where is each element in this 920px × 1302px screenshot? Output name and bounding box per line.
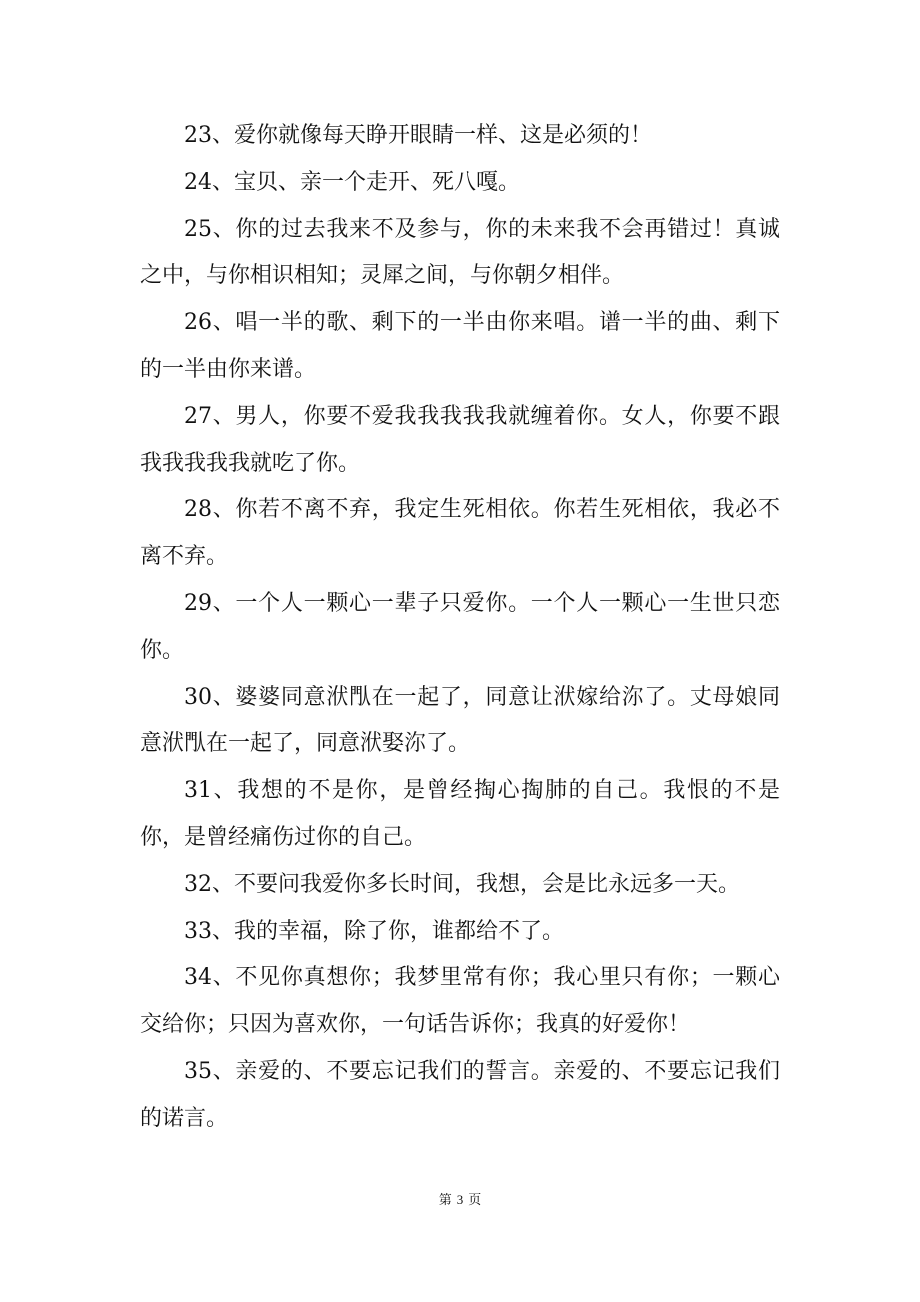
paragraph-34: 34、不见你真想你；我梦里常有你；我心里只有你；一颗心交给你；只因为喜欢你，一句话告诉你；我真的好爱你！: [140, 965, 780, 1038]
paragraph-24: 24、宝贝、亲一个走开、死八嘎。: [184, 169, 520, 195]
document-body: [140, 113, 780, 1143]
paragraph-26: 26、唱一半的歌、剩下的一半由你来唱。谱一半的曲、剩下的一半由你来谱。: [140, 310, 780, 382]
paragraph-25: 25、你的过去我来不及参与，你的未来我不会再错过！真诚之中，与你相识相知；灵犀之间，与你朝夕相伴。: [140, 216, 780, 289]
paragraph-35: 35、亲爱的、不要忘记我们的誓言。亲爱的、不要忘记我们的诺言。: [140, 1058, 780, 1131]
page-footer: [0, 1190, 920, 1211]
paragraph-31: 31、我想的不是你，是曾经掏心掏肺的自己。我恨的不是你，是曾经痛伤过你的自己。: [140, 778, 780, 850]
paragraph-27: 27、男人，你要不爱我我我我我就缠着你。女人，你要不跟我我我我我就吃了你。: [140, 403, 780, 476]
paragraph-32: 32、不要问我爱你多长时间，我想，会是比永远多一天。: [184, 871, 740, 897]
paragraph-30: 30、婆婆同意洑閄在一起了，同意让洑嫁给沵了。丈母娘同意洑閄在一起了，同意洑娶沵了。: [140, 684, 780, 757]
page-number: 3: [456, 1192, 464, 1207]
footer-prefix: 第: [438, 1193, 452, 1208]
paragraph-28: 28、你若不离不弃，我定生死相依。你若生死相依，我必不离不弃。: [140, 497, 780, 570]
paragraph-23: 23、爱你就像每天睁开眼睛一样、这是必须的！: [184, 123, 652, 148]
paragraph-29: 29、一个人一颗心一辈子只爱你。一个人一颗心一生世只恋你。: [140, 590, 780, 663]
paragraph-33: 33、我的幸福，除了你，谁都给不了。: [184, 918, 564, 944]
footer-suffix: 页: [468, 1193, 482, 1208]
